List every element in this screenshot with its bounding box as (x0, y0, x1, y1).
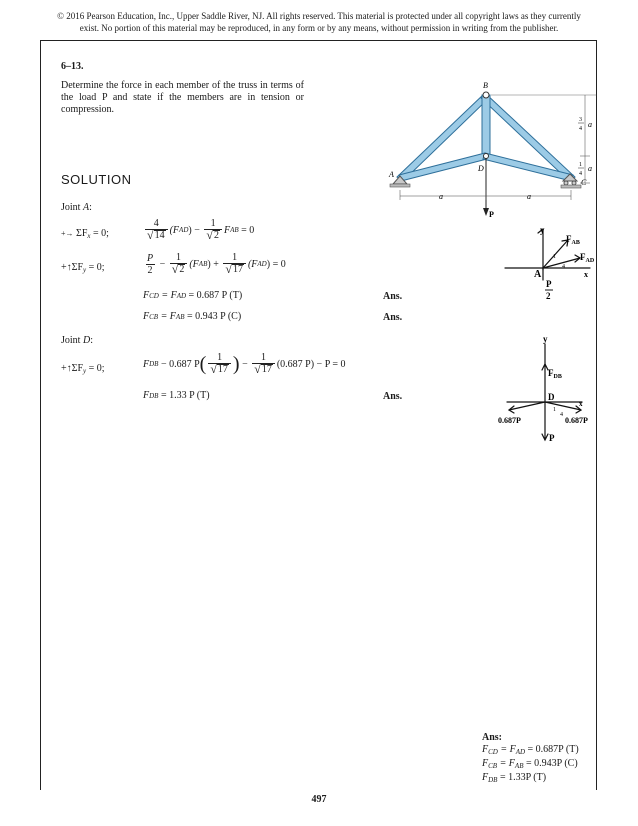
fbd-joint-a (500, 225, 600, 305)
dim-frac-3: 3 (579, 117, 582, 123)
label-p: P (489, 210, 494, 219)
truss-figure (385, 80, 600, 225)
fbd-a-p: P (546, 279, 552, 289)
joint-a-prefix: Joint (61, 202, 83, 213)
ans-label-3: Ans. (383, 391, 403, 402)
summary-line-1: $F_{CD} = F_{AD} = 0.687P$ (T) (482, 744, 579, 756)
result-fcb: F CB = F AB = 0.943 P (C) (143, 311, 242, 322)
ans-label-1: Ans. (383, 291, 403, 302)
eq2-frac0: $\frac{P}{2}$ (147, 252, 154, 276)
ans-label-2: Ans. (383, 312, 403, 323)
eq2-frac1: 1 √ 2 (170, 252, 188, 276)
fbd-a-label: A (534, 269, 542, 280)
fbd-d-left-label: 0.687P (498, 416, 521, 425)
fbd-a-fad: $F_{AD}$ (580, 252, 595, 264)
fbd-d-four: 4 (560, 412, 563, 418)
fbd-d-y: y (543, 334, 548, 344)
fbd-joint-d (497, 330, 602, 445)
pin-b (483, 92, 489, 98)
label-d: D (478, 164, 484, 173)
copyright-line-2: exist. No portion of this material may be reproduced, in any form or by any means, without permission in writing from the publisher. (79, 23, 559, 33)
joint-d-heading: Joint D: (61, 335, 93, 346)
summary-line-2: $F_{CB} = F_{AB} = 0.943P$ (C) (482, 758, 578, 770)
label-c: C (581, 178, 587, 187)
problem-statement: Determine the force in each member of the truss in terms of the load P and state if the members are in tension or compression. (61, 80, 304, 115)
joint-a-heading (61, 202, 92, 213)
eq3-frac2: 1 √ 17 (252, 352, 275, 376)
page-number: 497 (311, 794, 327, 805)
eq1: 4 √ 14 (F AD ) − 1 √ 2 F AB = 0 (147, 218, 255, 242)
summary-line-3: $F_{DB} = 1.33P$ (T) (482, 772, 547, 784)
eq2-label: $+↑\Sigma F_y = 0$; (61, 262, 105, 274)
fbd-a-fab: $F_{AB}$ (566, 234, 580, 246)
result-fdb: F DB = 1.33 P (T) (143, 390, 210, 401)
fbd-a-x: x (584, 270, 588, 279)
dim-3-4-a: a (588, 120, 592, 129)
eq1-frac2: 1 √ 2 (204, 218, 222, 242)
dim-a-right: a (527, 192, 531, 201)
fbd-d-label: D (548, 392, 555, 402)
eq2: $\frac{P}{2}$ − 1 √ 2 (F AB ) + 1 √ 17 (F AD ) = 0 (147, 252, 286, 276)
fbd-a-two: 2 (546, 291, 551, 301)
dim-frac-1: 1 (579, 162, 582, 168)
summary-heading: Ans: (482, 732, 503, 743)
copyright-line-1: © 2016 Pearson Education, Inc., Upper Saddle River, NJ. All rights reserved. This material is protected under all copyright laws as they currently (57, 11, 581, 21)
fbd-d-x: x (579, 400, 583, 408)
eq1-eq: = 0; (90, 228, 109, 239)
answer-summary (482, 732, 579, 786)
solution-heading: SOLUTION (61, 172, 132, 187)
pin-d (484, 154, 489, 159)
dim-a-left: a (439, 192, 443, 201)
arrow-right-plus-icon: +→ (61, 229, 74, 238)
fbd-d-fdb: $F_{DB}$ (548, 368, 562, 380)
member-bd (482, 95, 490, 156)
label-a: A (389, 170, 394, 179)
eq1-label (61, 228, 109, 240)
fbd-a-one: 1 (553, 254, 556, 260)
eq2-frac2: 1 √ 17 (223, 252, 246, 276)
eq3-label: $+↑\Sigma F_y = 0$; (61, 363, 105, 375)
dim-frac-4a: 4 (579, 126, 582, 132)
result-fcd: F CD = F AD = 0.687 P (T) (143, 290, 243, 301)
label-b: B (483, 81, 488, 90)
eq1-sub: x (87, 232, 91, 240)
dim-1-4-a: a (588, 164, 592, 173)
joint-a-suffix: : (89, 202, 92, 213)
eq2-pre: +↑ΣF (61, 262, 84, 273)
eq1-frac1: 4 √ 14 (145, 218, 168, 242)
problem-number: 6–13. (61, 61, 84, 72)
joint-a-var: A (82, 202, 90, 213)
eq3-frac1: 1 √ 17 (208, 352, 231, 376)
fbd-d-right-label: 0.687P (565, 416, 588, 425)
fbd-d-one: 1 (553, 407, 556, 413)
fbd-d-p: P (549, 433, 555, 443)
eq1-sum: ΣF (76, 228, 88, 239)
dim-frac-4b: 4 (579, 171, 582, 177)
fbd-a-y: y (540, 225, 545, 235)
eq3: F DB − 0.687 P ( 1 √ 17 ) − 1 √ 17 (0.687 P) − P = 0 (143, 352, 346, 376)
copyright-notice (30, 10, 608, 34)
fbd-a-four: 4 (562, 264, 565, 270)
